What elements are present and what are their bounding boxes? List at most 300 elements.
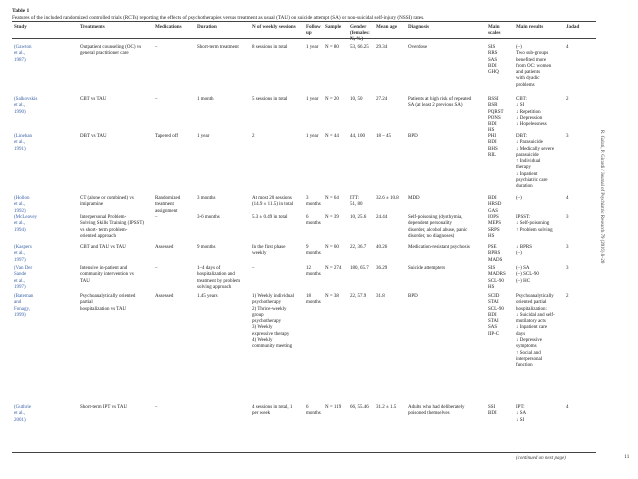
cell-line: ↓ Repetition (516, 109, 541, 115)
cell-line: 12 (306, 266, 311, 271)
cell-medications (155, 266, 158, 272)
cell-line: 1992) (14, 208, 26, 214)
cell-line: PQRST (488, 109, 504, 115)
cell-line: SA (at least 2 previous SA) (408, 103, 463, 109)
col-header-followup (306, 24, 321, 36)
cell-line: STAI (488, 300, 499, 306)
cell-line: GAS (488, 208, 499, 214)
cell-line: 1–4 days of (197, 266, 221, 271)
cell-line: months (306, 272, 321, 278)
cell-line: 1.45 years (197, 294, 218, 299)
cell-sample (325, 97, 339, 103)
cell-treatments (80, 294, 135, 313)
cell-line: solving approach (197, 284, 232, 290)
col-header-sample (325, 24, 341, 30)
cell-line: Intensive in-patient and (80, 266, 128, 271)
col-header-treatments (80, 24, 105, 30)
cell-line: psychiatric care (516, 178, 548, 184)
col-header-jadad (566, 24, 579, 30)
cell-age (376, 134, 391, 140)
cell-line: community meeting (252, 344, 293, 350)
cell-diagnosis (408, 196, 420, 202)
cell-diagnosis (408, 294, 418, 300)
cell-diagnosis (408, 215, 467, 240)
cell-line: PONS (488, 115, 501, 121)
cell-diagnosis (408, 134, 418, 140)
cell-line: BPD (408, 294, 418, 299)
cell-line: ↑ Problem solving (516, 227, 553, 233)
cell-line: 18 – 45 (376, 134, 391, 139)
cell-line: Suicide attempters (408, 266, 446, 271)
cell-followup (306, 266, 321, 279)
study-citation-link[interactable] (14, 97, 37, 116)
cell-line: ↓ SI (516, 417, 525, 423)
study-citation-link[interactable] (14, 215, 37, 234)
cell-age (376, 294, 385, 300)
cell-line: Medication-resistant psychosis (408, 245, 470, 250)
header-line: Follow (306, 24, 321, 30)
cell-line: treatment by problem (197, 278, 241, 284)
cell-line: Outpatient counseling (OC) vs (80, 45, 142, 50)
cell-line: hospitalization vs TAU (80, 306, 127, 312)
table-label: Table 1 (12, 8, 30, 14)
study-citation-link[interactable] (14, 405, 31, 424)
cell-line: RRS (488, 51, 498, 57)
cell-line: – (155, 266, 158, 271)
cell-line: (–) (516, 196, 522, 201)
cell-results (516, 245, 532, 258)
table-caption: Features of the included randomized controlled trials (RCTs) reporting the effects of psychotherapies versus treatment as usual (TAU) on suicide attempt (SA) or non-suicidal self-injury (NSSI) rates. (12, 15, 425, 21)
cell-line: (–) (516, 251, 522, 257)
cell-line: general practitioner care (80, 51, 129, 57)
cell-line: 1999) (14, 312, 26, 318)
cell-line: Self-poisoning (dysthymia, (408, 215, 463, 220)
cell-line: 4 (566, 405, 569, 410)
cell-followup (306, 405, 321, 418)
cell-line: ↓ SA (516, 411, 527, 417)
header-line: Diagnosis (408, 24, 429, 30)
header-line: Treatments (80, 24, 105, 30)
cell-line: HS (488, 233, 495, 239)
cell-line: ↑ Social and (516, 350, 541, 356)
col-header-results (516, 24, 543, 30)
cell-line: Randomized (155, 196, 181, 201)
cell-line: SAS (488, 57, 498, 63)
cell-line: ↓ Parasuicide (516, 140, 543, 146)
cell-line: months (306, 411, 321, 417)
cell-line: 1997) (14, 257, 26, 263)
cell-line: 31.2 ± 1.5 (376, 405, 397, 410)
cell-followup (306, 45, 318, 51)
cell-line: 32.6 ± 10.8 (376, 196, 399, 201)
cell-line: SSI (488, 405, 496, 410)
cell-line: 31.8 (376, 294, 385, 299)
cell-duration (197, 97, 214, 103)
cell-line: SAS (488, 325, 498, 331)
cell-line: 18 (306, 294, 311, 299)
cell-line: 10, 50 (350, 97, 363, 102)
cell-line: Sande (14, 272, 27, 278)
cell-line: months (306, 300, 321, 306)
cell-scales (488, 215, 501, 240)
cell-results (516, 215, 553, 234)
cell-line: Psychoanalytically (516, 294, 554, 299)
cell-line: – (155, 405, 158, 410)
cell-sessions (252, 215, 288, 221)
cell-line: Assessed (155, 294, 174, 299)
cell-line: months (306, 202, 321, 208)
cell-line: et al., (14, 221, 25, 227)
cell-line: BDI (488, 122, 497, 128)
col-header-scales (488, 24, 500, 36)
cell-results (516, 266, 539, 285)
cell-gender (350, 405, 369, 411)
header-line: (females: (350, 30, 370, 36)
cell-line: – (155, 215, 158, 220)
cell-scales (488, 266, 506, 291)
cell-duration (197, 266, 240, 291)
cell-line: ↓ BPRS (516, 245, 532, 250)
cell-followup (306, 196, 321, 209)
cell-line: HRSD (488, 202, 502, 208)
cell-gender (350, 196, 363, 209)
header-line: scales (488, 30, 501, 36)
cell-line: (Kaspers (14, 245, 32, 250)
cell-line: et al., (14, 51, 25, 57)
cell-line: Two sub-groups (516, 51, 549, 57)
cell-sample (325, 45, 339, 51)
col-header-duration (197, 24, 217, 30)
col-header-gender (350, 24, 370, 42)
cell-line: 1 year (306, 134, 319, 139)
header-line: Duration (197, 24, 217, 30)
cell-line: 4) Weekly (252, 338, 273, 344)
cell-medications (155, 405, 158, 411)
cell-results (516, 45, 551, 89)
cell-line: 27.24 (376, 97, 388, 102)
cell-line: N = 39 (325, 215, 339, 220)
col-header-study (14, 24, 27, 30)
cell-medications (155, 196, 180, 215)
cell-line: 2 (566, 97, 569, 102)
cell-line: DBT vs TAU (80, 134, 107, 139)
cell-line: 29.34 (376, 45, 388, 50)
cell-line: parasuicide (516, 152, 539, 158)
cell-line: 1991) (14, 146, 26, 152)
cell-line: N = 20 (325, 97, 339, 102)
cell-gender (350, 294, 366, 300)
cell-line: 51, 80 (350, 202, 363, 208)
cell-line: N = 64 (325, 196, 339, 201)
cell-line: SCL-90 (488, 306, 504, 312)
cell-age (376, 405, 396, 411)
cell-line: months (306, 251, 321, 257)
cell-line: 4 (566, 196, 569, 201)
cell-line: psychotherapy (252, 319, 282, 325)
cell-line: benefited more (516, 57, 547, 63)
cell-line: MADS (488, 257, 503, 263)
cell-line: poisoned themselves (408, 411, 450, 417)
cell-line: oriented approach (80, 233, 116, 239)
cell-line: (–) (516, 45, 522, 50)
cell-line: N = 44 (325, 134, 339, 139)
cell-line: Tapered off (155, 134, 179, 139)
cell-jadad (566, 196, 569, 202)
cell-line: BDI (488, 140, 497, 146)
cell-line: SIS (488, 266, 496, 271)
cell-sample (325, 196, 339, 202)
cell-line: MEPS (488, 221, 502, 227)
cell-scales (488, 405, 497, 418)
cell-line: CT (alone or combined) vs (80, 196, 134, 201)
rule-bottom (12, 452, 596, 453)
cell-line: HS (488, 128, 495, 134)
cell-line: N = 119 (325, 405, 342, 410)
cell-line (197, 405, 198, 411)
cell-line: ↓ Self-poisoning (516, 221, 550, 227)
cell-line: problems (516, 82, 535, 88)
cell-line: psychotherapy (252, 300, 282, 306)
cell-medications (155, 294, 173, 300)
cell-line: 1997) (14, 284, 26, 290)
cell-line: 3 (566, 266, 569, 271)
cell-line: ↓ Inpatient care (516, 325, 548, 331)
cell-line: 3 months (197, 196, 216, 201)
col-header-diagnosis (408, 24, 429, 30)
cell-line: – (252, 266, 255, 271)
cell-line: ↓ Medically severe (516, 146, 555, 152)
cell-duration (197, 405, 198, 411)
cell-diagnosis (408, 45, 427, 51)
cell-line: disorder, alcohol abuse, panic (408, 227, 468, 233)
cell-line: CBT and TAU vs TAU (80, 245, 126, 250)
cell-line: 180, 65.7 (350, 266, 369, 271)
cell-scales (488, 134, 498, 159)
cell-line: BDI (488, 196, 497, 201)
cell-line: BSR (488, 103, 498, 109)
cell-line: 1 month (197, 97, 214, 102)
cell-jadad (566, 134, 569, 140)
cell-line: BSSI (488, 97, 499, 102)
cell-medications (155, 245, 173, 251)
cell-line: BDI (488, 63, 497, 69)
cell-line: assignment (155, 208, 178, 214)
cell-line: 1987) (14, 57, 26, 63)
cell-line: disorder, no diagnoses) (408, 233, 455, 239)
cell-line: IPT: (516, 405, 525, 410)
cell-line: 6 (306, 215, 309, 220)
col-header-age (376, 24, 397, 30)
cell-line: 1990) (14, 109, 26, 115)
cell-line: 3 (566, 134, 569, 139)
cell-line: 5.3 ± 0.49 in total (252, 215, 288, 220)
cell-line: (–) SA (516, 266, 530, 271)
cell-line: 1 year (306, 97, 319, 102)
cell-line: – (155, 97, 158, 102)
cell-line: TAU (80, 278, 90, 284)
cell-line: 9 (306, 245, 309, 250)
header-line: N of weekly sessions (252, 24, 296, 30)
cell-jadad (566, 405, 569, 411)
cell-line: Assessed (155, 245, 174, 250)
cell-line: 2001) (14, 417, 26, 423)
cell-line: 3-6 months (197, 215, 220, 220)
cell-followup (306, 294, 321, 307)
cell-line: BDI (488, 312, 497, 318)
cell-jadad (566, 245, 569, 251)
cell-line: 8 sessions in total (252, 45, 288, 50)
cell-scales (488, 294, 504, 338)
cell-treatments (80, 196, 134, 209)
cell-gender (350, 45, 369, 51)
cell-line: 36.29 (376, 266, 388, 271)
cell-line: duration (516, 184, 533, 190)
cell-line: 9 months (197, 245, 216, 250)
cell-line: 22, 57.9 (350, 294, 367, 299)
study-citation-link[interactable] (14, 266, 32, 291)
cell-line: Short-term IPT vs TAU (80, 405, 128, 410)
cell-line: RIL (488, 152, 497, 158)
cell-line: et al., (14, 202, 25, 208)
cell-followup (306, 215, 321, 228)
cell-gender (350, 134, 365, 140)
cell-medications (155, 45, 158, 51)
cell-line: 2) Thrice-weekly (252, 306, 287, 312)
cell-line: 3 (566, 215, 569, 220)
cell-line: (Linehan (14, 134, 33, 139)
cell-line: SIS (488, 45, 496, 50)
cell-followup (306, 245, 321, 258)
cell-diagnosis (408, 266, 445, 272)
cell-line: Adults who had deliberately (408, 405, 465, 410)
cell-line: ↓ Hopelessness (516, 122, 547, 128)
cell-line: SCL-90 (488, 278, 504, 284)
cell-line: 10, 25.6 (350, 215, 367, 220)
cell-treatments (80, 134, 107, 140)
cell-results (516, 134, 554, 191)
cell-line: In the first phase (252, 245, 286, 250)
cell-line: Psychoanalytically oriented (80, 294, 136, 299)
cell-line: Patients at high risk of repeated (408, 97, 472, 102)
cell-scales (488, 97, 504, 135)
cell-line: weekly (252, 251, 267, 257)
cell-line: interpersonal (516, 356, 543, 362)
cell-line: DBT: (516, 134, 528, 139)
cell-line: 1 year (197, 134, 210, 139)
cell-sessions (252, 266, 255, 272)
study-citation-link[interactable] (14, 245, 32, 264)
cell-line: IPSST: (516, 215, 531, 220)
cell-line: Interpersonal Problem- (80, 215, 127, 220)
cell-line: symptoms (516, 344, 537, 350)
cell-line: 4 sessions in total, 1 (252, 405, 293, 410)
cell-line: 1 year (306, 45, 319, 50)
cell-line: (Salkovskis (14, 97, 38, 102)
header-line: Study (14, 24, 27, 30)
cell-line: partial (80, 300, 93, 306)
cell-age (376, 245, 387, 251)
cell-line: N = 274 (325, 266, 342, 271)
cell-line: hospitalization: (516, 306, 547, 312)
cell-line: 4 (566, 45, 569, 50)
cell-line: expressive therapy (252, 331, 290, 337)
cell-jadad (566, 97, 569, 103)
cell-gender (350, 245, 366, 251)
continued-note: (continued on next page) (516, 456, 566, 461)
cell-sample (325, 405, 341, 411)
cell-line: 3 (306, 196, 309, 201)
study-citation-link[interactable] (14, 294, 33, 319)
cell-line: MADRS (488, 272, 506, 278)
cell-age (376, 266, 387, 272)
cell-line: et al., (14, 411, 25, 417)
cell-diagnosis (408, 405, 465, 418)
cell-results (516, 196, 522, 202)
header-line: up (306, 30, 312, 36)
cell-medications (155, 97, 158, 103)
cell-line: ↑ Individual (516, 159, 541, 165)
cell-line: et al., (14, 140, 25, 146)
cell-line: (Guthrie (14, 405, 31, 410)
cell-followup (306, 97, 318, 103)
cell-line: 24.44 (376, 215, 388, 220)
cell-line: 1) Weekly individual (252, 294, 294, 299)
cell-results (516, 405, 526, 424)
cell-line: months (306, 221, 321, 227)
cell-line: 2 (566, 294, 569, 299)
cell-duration (197, 196, 215, 202)
cell-jadad (566, 215, 569, 221)
cell-line: hospitalization and (197, 272, 235, 278)
cell-line: Fonagy, (14, 306, 30, 312)
study-citation-link[interactable] (14, 45, 32, 64)
cell-medications (155, 215, 158, 221)
cell-treatments (80, 215, 144, 240)
cell-sample (325, 294, 339, 300)
cell-sessions (252, 45, 287, 51)
cell-results (516, 294, 555, 370)
cell-line: ↓ Depressive (516, 338, 542, 344)
cell-scales (488, 45, 499, 76)
cell-sample (325, 134, 339, 140)
cell-sessions (252, 245, 285, 258)
cell-sample (325, 266, 341, 272)
cell-line: Overdose (408, 45, 428, 50)
cell-line: IOPS (488, 215, 499, 220)
cell-diagnosis (408, 245, 470, 251)
journal-side-note: R. Galati, P. Girardi / Journal of Psychiatric Research 79 (2016) 8–20 (599, 130, 604, 264)
cell-line: community intervention vs (80, 272, 134, 278)
cell-line: mutilatory acts (516, 319, 546, 325)
cell-line: STAI (488, 319, 499, 325)
cell-followup (306, 134, 318, 140)
study-citation-link[interactable] (14, 196, 30, 215)
cell-duration (197, 215, 220, 221)
cell-line: imipramine (80, 202, 104, 208)
cell-duration (197, 245, 215, 251)
col-header-medications (155, 24, 182, 30)
cell-line: At most 20 sessions (252, 196, 292, 201)
header-line: Main results (516, 24, 544, 30)
cell-treatments (80, 97, 106, 103)
header-line: Sample (325, 24, 342, 30)
cell-line: ↓ Depression (516, 115, 543, 121)
cell-line: PSE (488, 245, 497, 250)
cell-duration (197, 294, 218, 300)
study-citation-link[interactable] (14, 134, 32, 153)
cell-jadad (566, 45, 569, 51)
cell-treatments (80, 245, 126, 251)
